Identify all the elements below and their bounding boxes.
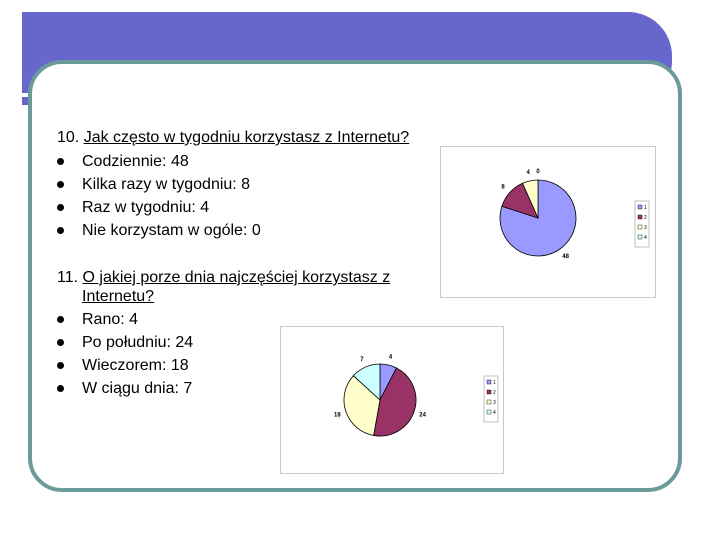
question-text-continued: Internetu? [82,288,155,305]
pie-chart-svg [441,147,655,297]
data-label: 7 [360,356,364,363]
answer-text: Codziennie: 48 [82,153,189,170]
question-text: Jak często w tygodniu korzystasz z Internetu? [83,129,410,146]
list-item [57,354,193,377]
bullet-icon [57,227,64,234]
legend-swatch [487,380,491,384]
list-item [57,331,193,354]
pie-chart-frequency [440,146,656,298]
data-label: 0 [536,169,540,175]
answer-text: Kilka razy w tygodniu: 8 [82,176,251,193]
answer-text: Wieczorem: 18 [82,357,189,374]
list-item [57,308,193,331]
bullet-icon [57,204,64,211]
legend-label: 2 [644,215,647,221]
bullet-icon [57,181,64,188]
answer-text: Nie korzystam w ogóle: 0 [82,222,261,239]
bullet-icon [57,362,64,369]
list-item [57,173,261,196]
data-label: 48 [562,254,569,260]
answer-text: Po południu: 24 [82,334,194,351]
pie-chart-time-of-day [280,326,504,474]
legend-swatch [487,400,491,404]
pie-chart-svg [281,327,503,473]
legend-label: 2 [493,390,496,396]
bullet-icon [57,158,64,165]
data-label: 4 [526,170,530,176]
legend-swatch [487,390,491,394]
legend-swatch [638,225,642,229]
answer-text: Rano: 4 [82,311,139,328]
legend-label: 1 [644,205,647,211]
answer-text: W ciągu dnia: 7 [82,380,193,397]
data-label: 18 [334,412,341,419]
data-label: 8 [501,184,505,191]
data-label: 24 [419,412,426,419]
list-item [57,150,261,173]
question-text: O jakiej porze dnia najczęściej korzystasz z [82,269,391,286]
list-item [57,196,261,219]
question-10 [57,128,409,147]
answer-list-11 [57,308,193,400]
question-number: 11. [57,269,79,286]
list-item [57,219,261,242]
answer-list-10 [57,150,261,242]
bullet-icon [57,385,64,392]
answer-text: Raz w tygodniu: 4 [82,199,210,216]
bullet-icon [57,316,64,323]
legend-swatch [487,410,491,414]
legend-swatch [638,205,642,209]
legend-swatch [638,215,642,219]
data-label: 4 [388,354,393,361]
legend-label: 4 [493,410,496,416]
question-11 [57,268,437,306]
legend-swatch [638,235,642,239]
legend-label: 4 [644,235,647,241]
bullet-icon [57,339,64,346]
legend-label: 3 [644,225,647,231]
legend-label: 3 [493,400,496,406]
question-number: 10. [57,129,80,146]
list-item [57,377,193,400]
legend-label: 1 [493,380,496,386]
